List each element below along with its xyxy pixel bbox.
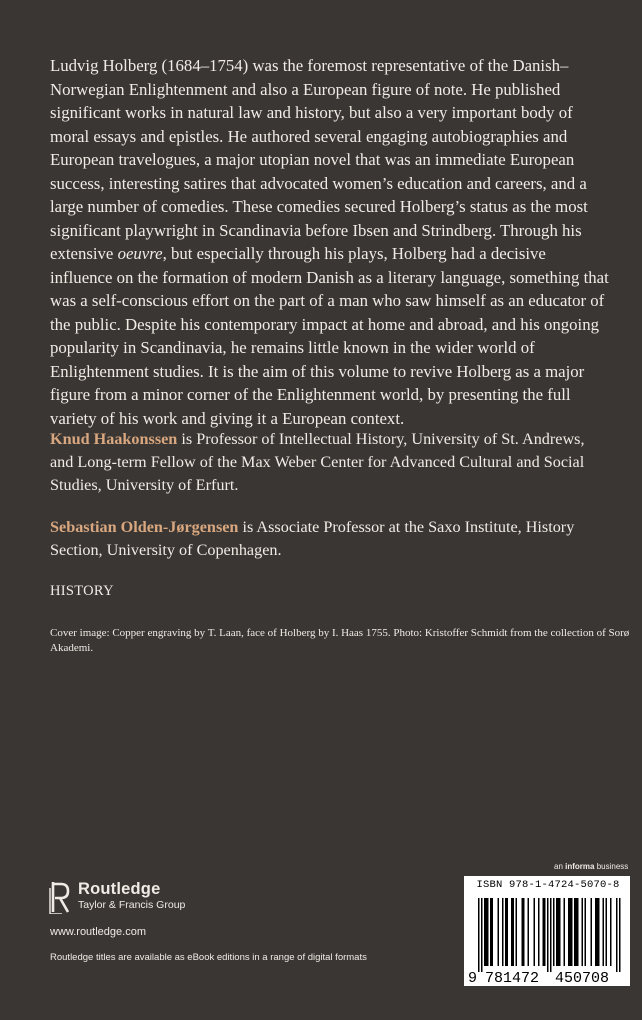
barcode-graphic xyxy=(464,896,630,986)
informa-business-tagline xyxy=(554,862,628,871)
barcode-bar xyxy=(523,898,525,966)
publisher-logo xyxy=(48,880,185,914)
book-description xyxy=(50,54,610,430)
routledge-r-icon xyxy=(48,880,72,914)
author-bio-text: is Associate Professor at the Saxo Institute, History Section, University of Copenhagen. xyxy=(50,518,575,559)
barcode-bar xyxy=(498,898,500,966)
barcode-bar xyxy=(516,898,518,966)
barcode-bar xyxy=(538,898,540,966)
informa-prefix: an xyxy=(554,862,566,871)
barcode-bar xyxy=(559,898,561,966)
author-name: Sebastian Olden-Jørgensen xyxy=(50,518,239,536)
barcode-bar xyxy=(564,898,566,966)
barcode-bar xyxy=(490,898,492,966)
barcode-bar xyxy=(502,898,504,966)
barcode-bar xyxy=(544,898,546,966)
barcode-bar xyxy=(528,898,530,966)
barcode-bar xyxy=(568,898,570,966)
barcode-bar xyxy=(547,898,549,972)
publisher-group: Taylor & Francis Group xyxy=(78,899,186,911)
publisher-name: Routledge xyxy=(78,880,161,898)
barcode-bar xyxy=(591,898,593,966)
barcode-bar xyxy=(570,898,572,966)
barcode-bar xyxy=(550,898,552,972)
barcode-bar xyxy=(571,898,573,966)
barcode-bar xyxy=(558,898,560,966)
author-bio xyxy=(50,516,610,562)
barcode-digits-right: 450708 xyxy=(555,970,610,986)
description-text-part2: , but especially through his plays, Holberg had a decisive influence on the formation of modern Danish as a literary language, something that was a self-conscious effort on the part of a man who saw himself as an educator of the public. Despite his contemporary impact at home and abroad, and his ongoing popularity in Scandinavia, he remains little known in the wider world of Enlightenment studies. It is the aim of this volume to revive Holberg as a major figure from a minor corner of the Enlightenment world, by presenting the full variety of his work and giving it a European context. xyxy=(50,244,609,428)
barcode-bar xyxy=(610,898,612,966)
barcode-bar xyxy=(595,898,597,966)
barcode-bar xyxy=(492,898,494,966)
barcode-bar xyxy=(556,898,558,966)
informa-brand: informa xyxy=(565,862,595,871)
barcode-bar xyxy=(576,898,578,966)
informa-suffix: business xyxy=(594,862,629,871)
barcode-bar xyxy=(481,898,483,972)
barcode-bar xyxy=(574,898,576,966)
barcode-bar xyxy=(582,898,584,966)
barcode-bar xyxy=(505,898,507,966)
subject-category: HISTORY xyxy=(50,583,114,599)
barcode-bar xyxy=(577,898,579,966)
barcode-bar xyxy=(522,898,524,966)
barcode-bar xyxy=(534,898,536,966)
barcode-bar xyxy=(619,898,621,972)
barcode-bar xyxy=(478,898,480,972)
barcode-bar xyxy=(553,898,555,966)
author-bio-text: is Professor of Intellectual History, University of St. Andrews, and Long-term Fellow of the Max Weber Center for Advanced Cultural and Social Studies, University of Erfurt. xyxy=(50,430,585,494)
barcode-bar xyxy=(616,898,618,972)
barcode-bars xyxy=(478,898,621,972)
barcode-bar xyxy=(484,898,486,966)
barcode-bar xyxy=(585,898,587,966)
barcode-bar xyxy=(597,898,599,966)
ebook-notice: Routledge titles are available as eBook editions in a range of digital formats xyxy=(50,952,367,963)
author-bio xyxy=(50,428,610,497)
barcode-bar xyxy=(543,898,545,966)
description-text-part1: Ludvig Holberg (1684–1754) was the foremost representative of the Danish–Norwegian Enlightenment and also a European figure of note. He published significant works in natural law and history, but also a very important body of moral essays and epistles. He authored several engaging autobiographies and European travelogues, a major utopian novel that was an immediate European success, interesting satires that advocated women’s education and careers, and a large number of comedies. These comedies secured Holberg’s status as the most significant playwright in Scandinavia before Ibsen and Strindberg. Through his extensive xyxy=(50,56,588,263)
barcode-digits-left: 781472 xyxy=(485,970,540,986)
barcode-bar xyxy=(511,898,513,966)
barcode-bar xyxy=(603,898,605,966)
barcode-bar xyxy=(487,898,489,966)
isbn-barcode xyxy=(464,876,630,986)
barcode-bar xyxy=(507,898,509,966)
isbn-label: ISBN 978-1-4724-5070-8 xyxy=(476,879,620,891)
barcode-bar xyxy=(486,898,488,966)
barcode-bar xyxy=(513,898,515,966)
barcode-digit-first: 9 xyxy=(468,970,478,986)
cover-image-credit: Cover image: Copper engraving by T. Laan, face of Holberg by I. Haas 1755. Photo: Kristoffer Schmidt from the collection of Sorø Akademi. xyxy=(50,627,630,654)
description-italic-word: oeuvre xyxy=(117,244,163,263)
author-name: Knud Haakonssen xyxy=(50,430,178,448)
barcode-bar xyxy=(598,898,600,966)
barcode-bar xyxy=(606,898,608,966)
publisher-website: www.routledge.com xyxy=(50,926,146,938)
